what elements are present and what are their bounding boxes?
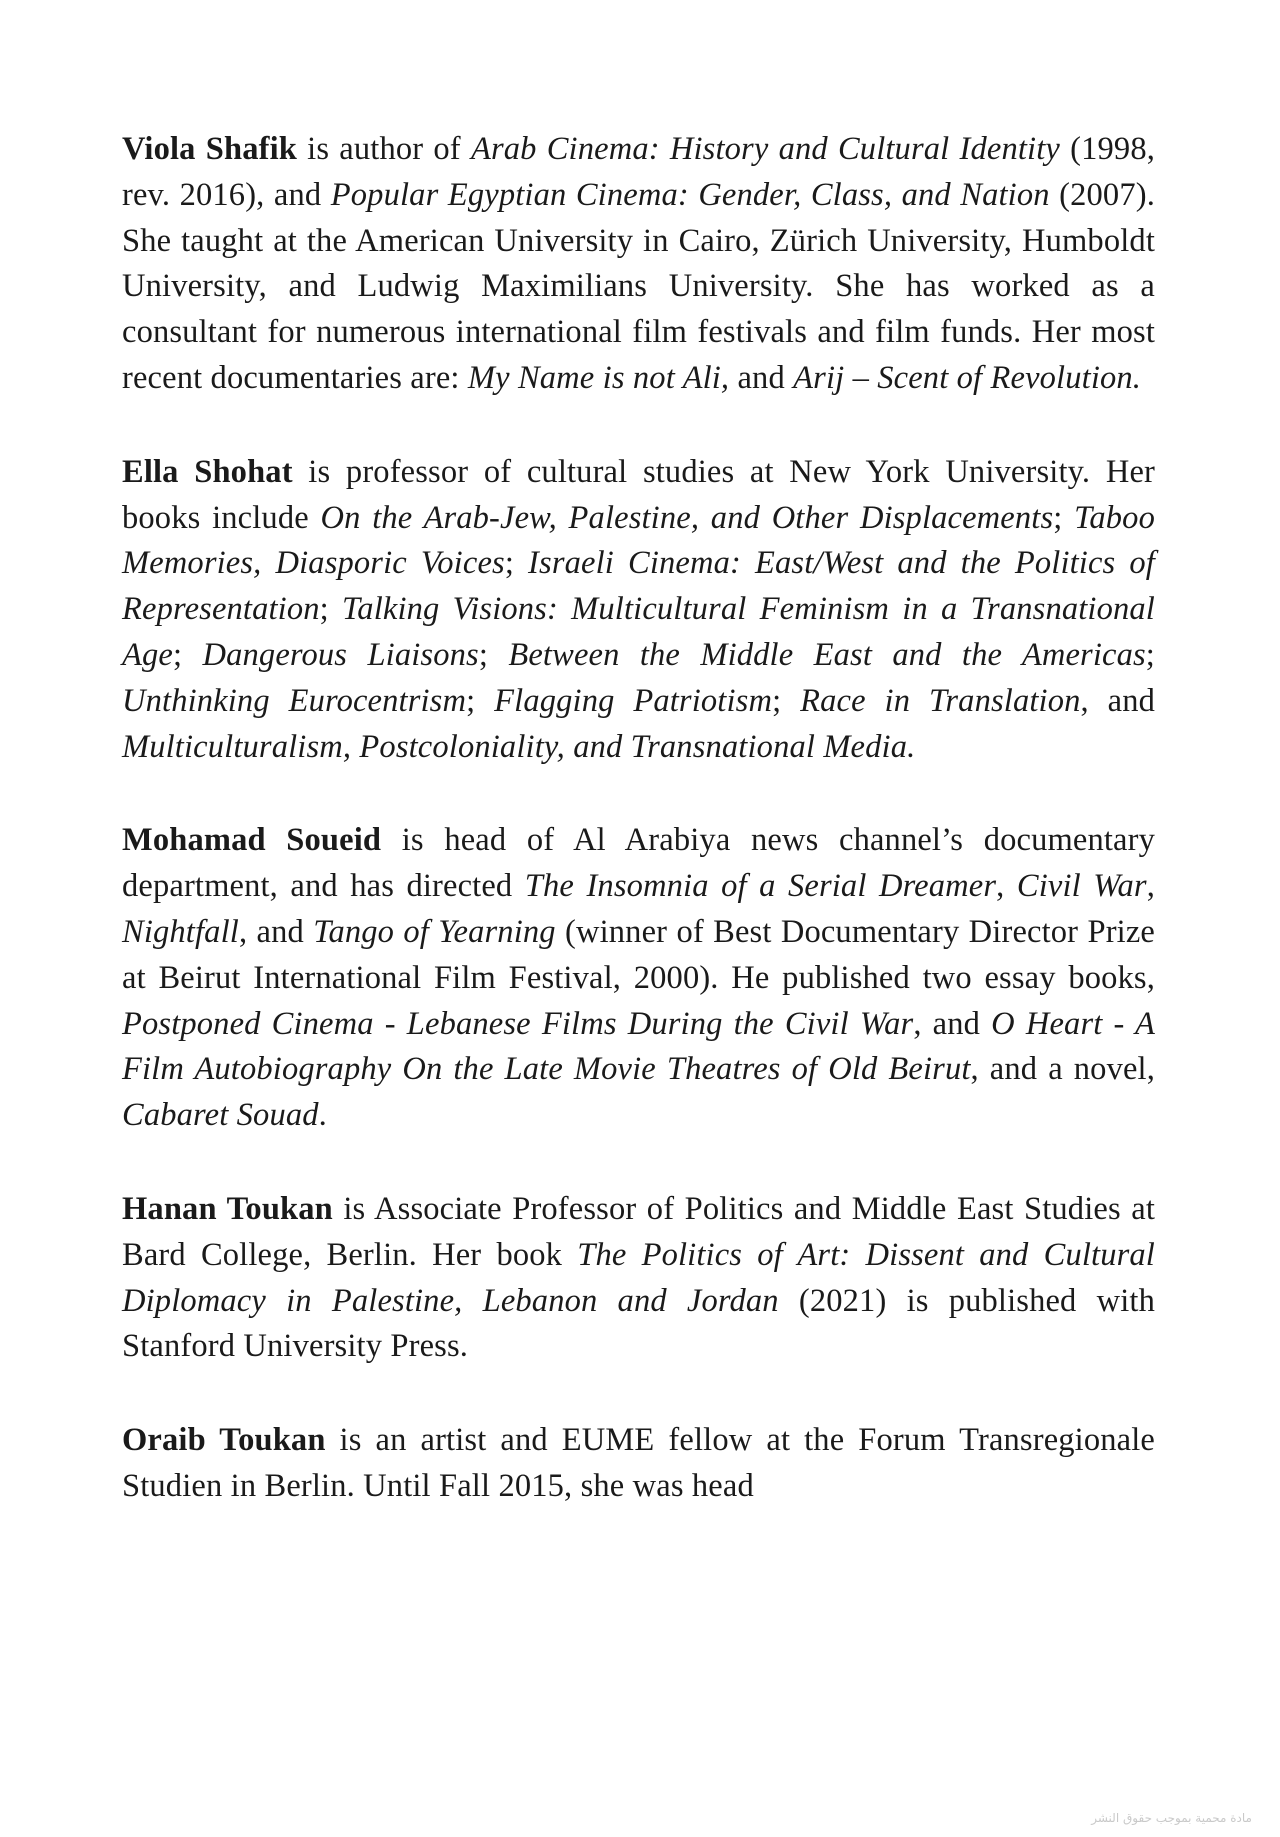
bio-text: ; bbox=[466, 682, 495, 719]
work-title: The Politics of Art: Dissent and Cultural Diplomacy in Palestine, Lebanon and Jordan bbox=[122, 1236, 1155, 1319]
work-title: Between the Middle East and the Americas bbox=[508, 636, 1146, 673]
bio-text: ; bbox=[1053, 499, 1075, 536]
bio-text: is Associate Professor of Politics and Middle East Studies at Bard College, Berlin. Her book bbox=[122, 1190, 1155, 1273]
work-title: O Heart - A Film Autobiography On the Late Movie Theatres of Old Beirut bbox=[122, 1005, 1156, 1088]
bio-text: , bbox=[996, 868, 1017, 905]
person-name: Ella Shohat bbox=[122, 453, 293, 490]
work-title: Nightfall bbox=[122, 913, 239, 950]
bio-text: , and bbox=[913, 1005, 992, 1042]
bio-list bbox=[122, 127, 1155, 1558]
person-name: Mohamad Soueid bbox=[122, 822, 382, 859]
work-title: Cabaret Souad bbox=[122, 1097, 319, 1134]
work-title: Tango of Yearning bbox=[313, 913, 556, 950]
bio-text: ; bbox=[478, 636, 509, 673]
person-name: Viola Shafik bbox=[122, 131, 297, 167]
work-title: Dangerous Liaisons bbox=[202, 636, 479, 673]
work-title: Race in Translation bbox=[800, 682, 1081, 719]
work-title: Arab Cinema: History and Cultural Identity bbox=[470, 131, 1060, 167]
bio-text: ; bbox=[1145, 636, 1155, 673]
bio-text: , and bbox=[238, 913, 314, 950]
work-title: The Insomnia of a Serial Dreamer bbox=[524, 868, 997, 905]
work-title: On the Arab-Jew, Palestine, and Other Displacements bbox=[320, 499, 1054, 536]
work-title: Postponed Cinema - Lebanese Films During the Civil War bbox=[122, 1005, 914, 1042]
bio-text: ; bbox=[319, 591, 343, 628]
bio-ella-shohat bbox=[122, 450, 1155, 771]
work-title: Multiculturalism, Postcoloniality, and Transnational Media. bbox=[122, 728, 916, 765]
bio-text: is author of bbox=[296, 131, 471, 167]
bio-text: ; bbox=[772, 682, 801, 719]
bio-text: (winner of Best Documentary Director Prize at Beirut International Film Festival, 2000). He published two essay books, bbox=[122, 913, 1155, 996]
bio-text: is professor of cultural studies at New York University. Her books include bbox=[122, 453, 1155, 536]
bio-oraib-toukan bbox=[122, 1418, 1155, 1510]
bio-mohamad-soueid bbox=[122, 818, 1155, 1139]
work-title: Arij – Scent of Revolution. bbox=[793, 359, 1142, 396]
bio-text: (2007). She taught at the American University in Cairo, Zürich University, Humboldt University, and Ludwig Maximilians University. She has worked as a consultant for numerous international film festivals and film funds. Her most recent documentaries are: bbox=[122, 176, 1155, 396]
work-title: Unthinking Eurocentrism bbox=[122, 682, 467, 719]
bio-text: is head of Al Arabiya news channel’s documentary department, and has directed bbox=[122, 822, 1155, 905]
bio-text: , bbox=[1146, 868, 1155, 905]
copyright-watermark: مادة محمية بموجب حقوق النشر bbox=[1091, 1811, 1252, 1825]
bio-text: ; bbox=[172, 636, 203, 673]
bio-hanan-toukan bbox=[122, 1187, 1155, 1370]
work-title: Talking Visions: Multicultural Feminism in a Transnational Age bbox=[122, 591, 1155, 673]
bio-text: is an artist and EUME fellow at the Forum Transregionale Studien in Berlin. Until Fall 2015, she was head bbox=[122, 1422, 1155, 1504]
work-title: My Name is not Ali, bbox=[467, 359, 730, 396]
person-name: Oraib Toukan bbox=[122, 1422, 326, 1459]
bio-viola-shafik bbox=[122, 127, 1155, 402]
bio-text: , and bbox=[1080, 682, 1156, 719]
bio-text: and bbox=[729, 359, 794, 396]
work-title: Popular Egyptian Cinema: Gender, Class, and Nation bbox=[330, 176, 1050, 213]
work-title: Civil War bbox=[1016, 868, 1147, 905]
bio-text: . bbox=[318, 1097, 327, 1134]
work-title: Israeli Cinema: East/West and the Politics of Representation bbox=[122, 545, 1155, 628]
bio-text: , and a novel, bbox=[970, 1051, 1155, 1088]
bio-text: (2021) is published with Stanford University Press. bbox=[122, 1282, 1155, 1365]
bio-text: (1998, rev. 2016), and bbox=[122, 131, 1155, 213]
bio-text: ; bbox=[504, 545, 529, 582]
work-title: Flagging Patriotism bbox=[494, 682, 773, 719]
work-title: Taboo Memories, Diasporic Voices bbox=[122, 499, 1155, 582]
person-name: Hanan Toukan bbox=[122, 1190, 333, 1227]
